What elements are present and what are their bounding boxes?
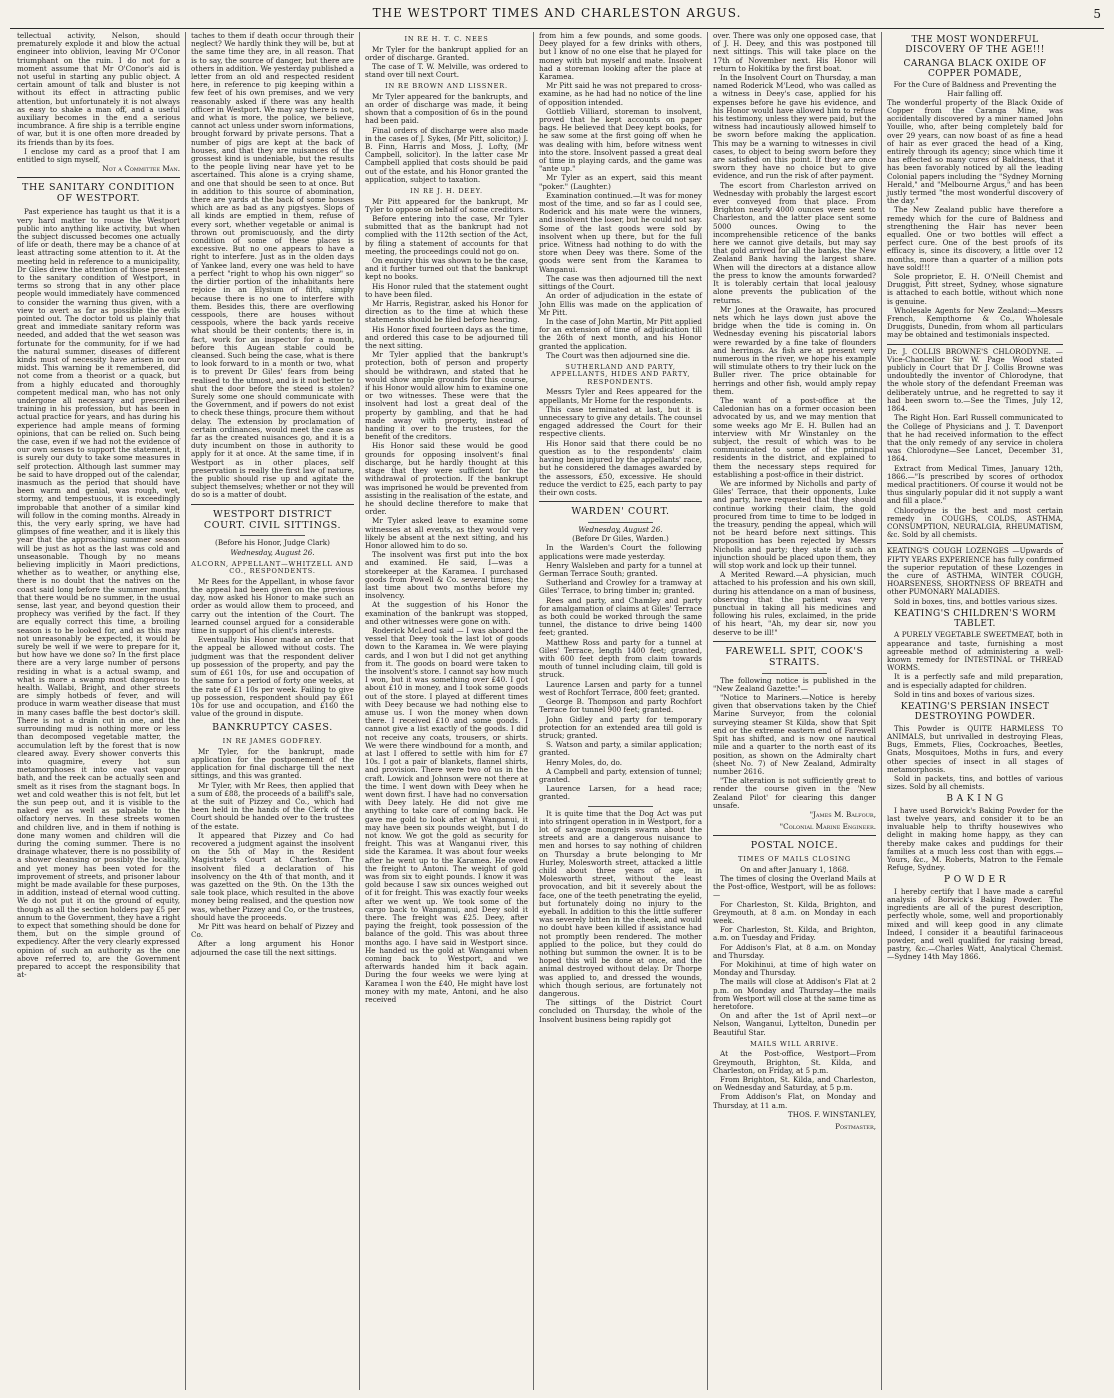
column-5 — [708, 32, 882, 1390]
ad-heading: KEATING'S PERSIAN INSECT DESTROYING POWDER. — [900, 702, 1050, 723]
ad-text: The New Zealand public have therefore a remedy which for the cure of Baldness and strengthening the Hair has never been equalled. One or two bottles will effect a perfect cure. One of the best proofs of its efficacy is, since its discovery, a little over 12 months, more than a quarter of a million pots have sold!!! — [887, 205, 1063, 272]
article-heading-postal-notice: POSTAL NOICE. — [750, 840, 839, 852]
case-text: After a long argument his Honor adjourned the case till the next sittings. — [191, 939, 354, 957]
case-text: Mr Rees for the Appellant, in whose favor the appeal had been given on the previous day, now asked his Honor to make such an order as would allow them to proceed, and carry out the intention of the Court. The learned counsel argued for a considerable time in support of his client's interests. — [191, 576, 354, 636]
masthead-title: THE WESTPORT TIMES AND CHARLESTON ARGUS. — [372, 6, 742, 20]
case-heading: SUTHERLAND AND PARTY, APPELLANTS, HIDES AND PARTY, RESPONDENTS. — [550, 362, 691, 386]
column-4 — [534, 32, 708, 1390]
ad-text: Dr. J. COLLIS BROWNE'S CHLORODYNE. — Vice-Chancellor Sir W. Page Wood stated publicly in Court that Dr J. Collis Browne was undoubtedly the inventor of Chlorodyne, that the whole story of the defendant Freeman was deliberately untrue, and he regretted to say it had been sworn to.—See the Times, July 12, 1864. — [887, 346, 1063, 414]
case-text: His Honor said that there could be no question as to the respondents' claim having been injured by the appellants' race, but he considered the damages awarded by the assessors, £50, excessive. He should reduce the verdict to £25, each party to pay their own costs. — [539, 438, 702, 497]
ad-heading: CARANGA BLACK OXIDE OF COPPER POMADE, — [903, 58, 1047, 80]
case-text: Mr Tyler appeared for the bankrupts, and an order of discharge was made, it being shown that a composition of 6s in the pound had been paid. — [365, 91, 528, 126]
postal-subheading: TIMES OF MAILS CLOSING — [738, 855, 851, 864]
ad-text: This Powder is QUITE HARMLESS TO ANIMALS, but unrivalled in destroying Fleas, Bugs, Emmets, Flies, Cockroaches, Beetles, Gnats, Mosquitoes, Moths in furs, and every other species of insect in all stages of metamorphosis. — [887, 723, 1063, 774]
postal-text: From Brighton, St. Kilda, and Charleston, on Wednesday and Saturday, at 5 p.m. — [713, 1074, 876, 1093]
masthead — [10, 6, 1104, 29]
notice-signature-title: "Colonial Marine Engineer. — [779, 822, 876, 832]
ad-heading: B A K I N G — [946, 794, 1004, 805]
case-text: Eventually his Honor made an order that the appeal be allowed without costs. The judgment was that the respondent deliver up possession of the property, and pay the sum of £61 10s, for use and occupation of the same for a period of forty one weeks, at the rate of £1 10s per week. Failing to give up possession, respondent should pay £61 10s for use and occupation, and £160 the value of the ground in dispute. — [191, 635, 354, 719]
letter-text: tellectual activity, Nelson, should prematurely explode it and blow the actual engineer into oblivion, leaving Mr O'Conor triumphant on the ruin. I do not for a moment assume that Mr O'Conor's aid is not useful in starting any public object. A certain amount of talk and bluster is not without its effect in attracting public attention, but unfortunately it is not always as easy to shake a man off, and a useful auxiliary becomes in the end a serious incumbrance. A fire ship is a terrible engine of war, but it is one often more dreaded by its friends than by its foes. — [17, 32, 180, 147]
case-heading: IN RE BROWN AND LISSNER. — [385, 82, 508, 91]
case-text: Laurence Larsen, for a head race; granted. — [539, 784, 702, 802]
postal-date: On and after January 1, 1868. — [740, 864, 849, 874]
news-item: We are informed by Nicholls and party of Giles' Terrace, that their opponents, Luke and party, have requested that they should continue working their claim, the gold procured from time to time to be lodged in the treasury, pending the appeal, which will not be heard before next sittings. This proposition has been rejected by Messrs Nicholls and party; they state if such an injunction should be placed upon them, they will stop work and lock up their tunnel. — [713, 478, 876, 570]
ad-text: Extract from Medical Times, January 12th, 1866.—"Is prescribed by scores of orthodox medical practitioners. Of course it would not be thus singularly popular did it not supply a want and fill a place." — [887, 463, 1063, 506]
case-text: Mr Harris, Registrar, asked his Honor for direction as to the time at which these statements should be filed before hearing. — [365, 299, 528, 325]
ad-text: Chlorodyne is the best and most certain remedy in COUGHS, COLDS, ASTHMA, CONSUMPTION, NEURALGIA, RHEUMATISM, &c. Sold by all chemists. — [887, 505, 1063, 540]
notice-signature: "James M. Balfour, — [809, 809, 876, 819]
case-text: His Honor said these would be good grounds for opposing insolvent's final discharge, but he hardly thought at this stage that they were sufficient for the withdrawal of protection. If the bankrupt was imprisoned he would be prevented from assisting in the realisation of the estate, and he should decline therefore to make that order. — [365, 441, 528, 517]
case-text: The case of T. W. Melville, was ordered to stand over till next Court. — [365, 61, 528, 80]
case-text: Examination continued.—It was for money most of the time, and so far as I could see, Roderick and his mate were the winners, and insolvent the loser, but he could not say. Some of the last goods were sold by insolvent when up there, but for the full price. Witness had nothing to do with the store when Deey was there. Some of the goods were sent from the Karamea to Wanganui. — [539, 190, 702, 274]
case-text: Mr Pitt appeared for the bankrupt, Mr Tyler to oppose on behalf of some creditors. — [365, 196, 528, 214]
case-text: On enquiry this was shown to be the case, and it further turned out that the bankrupt kept no books. — [365, 256, 528, 282]
case-heading: ALCORN, APPELLANT—WHITZELL AND CO., RESPONDENTS. — [191, 559, 354, 576]
case-text: Laurence Larsen and party for a tunnel west of Rochfort Terrace, 800 feet; granted. — [539, 679, 702, 697]
letter-signature: Not a Committee Man. — [102, 164, 180, 174]
section-heading-bankruptcy: BANKRUPTCY CASES. — [212, 722, 333, 734]
article-heading-warden-court: WARDEN' COURT. — [571, 506, 670, 518]
divider — [762, 673, 827, 674]
article-body: Past experience has taught us that it is a very hard matter to rouse the Westport public into anything like activity, but when the subject discussed becomes one actually of life or death, there may be a chance of at least attracting some attention to it. At the meeting held in reference to a municipality, Dr Giles drew the attention of those present to the sanitary condition of Westport, in terms so strong that in any other place people would immediately have commenced to consider the warning thus given, with a view to avert as far as possible the evils pointed out. The doctor told us plainly that great and immediate sanitary reform was needed, and added that the wet season was fortunate for the community, for if we had the natural summer, diseases of different kinds must of necessity have arisen in our midst. This warning be it remembered, did not come from a theorist or a quack, but from a highly educated and thoroughly competent medical man, who has not only undergone all necessary and prescribed training in his profession, but has been in actual practice for years, and has during his experience had ample means of forming opinions, that can be relied on. Such being the case, even if we had not the evidence of our own senses to support the statement, it is surely our duty to take some measures in self protection. Although last summer may be said to have dropped out of the calendar, inasmuch as the period that should have been warm and genial, was rough, wet, stormy, and tempestuous, it is exceedingly improbable that another of a similar kind will follow in the coming months. Already in this, the very early spring, we have had glimpses of fine weather, and it is likely this year that the approaching summer season will be just as hot as the last was cold and unseasonable. Though by no means believing implicitly in Maori predictions, whether as to weather, or anything else, there is no doubt that the natives on the coast said long before the summer months, that there would be no summer, in the usual sense, last year, and beyond question their prophecy was verified by the fact. If they are equally correct this time, a broiling season is to be looked for, and as this may not unreasonably be expected, it would be surely be well if we were to prepare for it, but how have we done so? In the first place there are a very large number of persons residing in what is a actual swamp, and what is more a swamp most dangerous to health. Wallabi, Bright, and other streets are simply hotbeds of fever, and will produce in warm weather disease that must in many cases baffle the best doctor's skill. There is not a drain cut in one, and the surrounding mud is nothing more or less than decomposed vegetable matter, the accumulation left by the forest that is now cleared away. Every shower converts this into quagmire, every hot sun metamorphoses it into one vast vapour bath, and the reek can be actually seen and smelt as it rises from the stagnant bogs. In wet and cold weather this is not felt, but let the sun peep out, and it is visible to the naked eye as well as palpable to the olfactory nerves. In these streets women and children live, and in them if nothing is done many women and children will die during the coming summer. There is no drainage whatever, there is no possibility of a shower cleansing or possibly the locality, and yet money has been voted for the improvement of streets, and prisoner labour might be made available for these purposes, in addition, instead of eternal wood cutting. We do not put it on the ground of equity, though as all the section holders pay £5 per annum to the Government, they have a right to expect that something should be done for them, but on the simple ground of expediency. After the very clearly expressed opinion of such an authority as the one above referred to, are the Government prepared to accept the responsibility that at- — [17, 207, 180, 980]
court-before: (Before his Honor, Judge Clark) — [215, 538, 330, 548]
court-date: Wednesday, August 26. — [230, 547, 315, 557]
postal-text: From Addison's Flat, on Monday and Thursday, at 11 a.m. — [713, 1092, 876, 1110]
divider — [588, 522, 653, 523]
news-item: The sittings of the District Court concluded on Thursday, the whole of the Insolvent business being rapidly got — [539, 998, 702, 1024]
divider — [588, 806, 653, 807]
ad-text: Sold in packets, tins, and bottles of various sizes. Sold by all chemists. — [887, 773, 1063, 792]
ad-text: Sole proprietor, E. H. O'Neill Chemist and Druggist, Pitt street, Sydney, whose signature is attached to each bottle, without which none is genuine. — [887, 272, 1063, 306]
article-heading-sanitary: THE SANITARY CONDITION OF WESTPORT. — [22, 182, 175, 205]
postal-subheading: MAILS WILL ARRIVE. — [750, 1039, 839, 1048]
postal-text: The times of closing the Overland Mails at the Post-office, Westport, will be as follows:— — [713, 873, 876, 900]
postal-text: For Charleston, St. Kilda, and Brighton, a.m. on Tuesday and Friday. — [713, 925, 876, 943]
case-heading: IN RE JAMES GODFREY. — [222, 737, 323, 746]
case-text: Final orders of discharge were also made in the cases of J. Sykes, (Mr Pitt, solicitor,) J. B. Finn, Harris and Moss, J. Lofty, (Mr Campbell, solicitor). In the latter case Mr Campbell applied that costs should be paid out of the estate, and his Honor granted the application, subject to taxation. — [365, 125, 528, 184]
case-text: Mr Tyler, for the bankrupt, made application for the postponement of the application for final discharge till the next sittings, and this was granted. — [191, 746, 354, 781]
news-item: Mr Jones at the Orawaite, has procured nets which he lays down just above the bridge when the tide is coming in. On Wednesday evening his piscatorial labors were rewarded by a fine take of flounders and herrings. As fish are at present very numerous in the river, we hope his example will stimulate others to try their luck on the Buller river. The price obtainable for herrings and other fish, would amply repay them. — [713, 304, 876, 396]
ad-heading: P O W D E R — [944, 875, 1006, 886]
letter-closing: I enclose my card as a proof that I am entitled to sign myself, — [17, 146, 180, 165]
case-text: John Gidley and party for temporary protection for an extended area till gold is struck; granted. — [539, 714, 702, 740]
news-item: It is quite time that the Dog Act was put into stringent operation in in Westport, for a lot of savage mongrels swarm about the streets and are a dangerous nuisance to men and horses to say nothing of children on Thursday a brute belonging to Mr Hurley, Molesworth street, attacked a little child about three years of age, in Molesworth street, without the least provocation, and bit it severely about the face, one of the teeth penetrating the eyelid, but fortunately doing no injury to the eyeball. In addition to this the little sufferer was severely bitten in the cheek, and would no doubt have been killed if assistance had not promptly been rendered. The mother applied to the police, but they could do nothing but summon the owner. It is to be hoped this will be done at once, and the animal destroyed without delay. Dr Thorpe was applied to, and dressed the wounds, which though serious, are fortunately not dangerous. — [539, 808, 702, 998]
postal-text: For Mokihinui, at time of high water on Monday and Thursday. — [713, 960, 876, 978]
divider — [713, 835, 876, 836]
ad-text: Wholesale Agents for New Zealand:—Messrs French, Kempthorne & Co., Wholesale Druggists, Dunedin, from whom all particulars may be obtained and testimonials inspected. — [887, 305, 1063, 340]
case-text: from him a few pounds, and some goods. Deey played for a few drinks with others, but I know of no one else that he played for money with but myself and mate. Insolvent had a storeman looking after the place at Karamea. — [539, 32, 702, 82]
ad-heading: THE MOST WONDERFUL DISCOVERY OF THE AGE!!! — [905, 35, 1045, 56]
case-text: Mr Tyler, with Mr Rees, then applied that a sum of £88, the proceeds of a bailiff's sale, at the suit of Pizzey and Co., which had been held in the hands of the Clerk of the Court should be handed over to the trustees of the estate. — [191, 780, 354, 831]
case-text: This case terminated at last, but it is unnecessary to give any details. The counsel engaged addressed the Court for their respective clients. — [539, 404, 702, 439]
case-text: The Court was then adjourned sine die. — [546, 350, 690, 360]
case-text: S. Watson and party, a similar application; granted. — [539, 740, 702, 758]
notice-text: "The alteration is not sufficiently great to render the course given in the 'New Zealand Pilot' for clearing this danger unsafe. — [713, 776, 876, 810]
case-text: Gottlieb Villiard, storeman to insolvent, proved that he kept accounts on paper bags. He believed that Deey kept books, for he saw some at the first going off when he was dealing with him, before witness went into the store. Insolvent passed a great deal of time in playing cards, and the game was "ante up." — [539, 106, 702, 174]
postal-text: At the Post-office, Westport—From Greymouth, Brighton, St. Kilda, and Charleston, on Friday, at 5 p.m. — [713, 1049, 876, 1075]
case-text: His Honor ruled that the statement ought to have been filed. — [365, 281, 528, 299]
case-text: Henry Walsleben and party for a tunnel at German Terrace South; granted. — [539, 560, 702, 579]
ad-text: Sold in boxes, tins, and bottles various sizes. — [894, 596, 1058, 606]
postal-text: On and after the 1st of April next—or Nelson, Wanganui, Lyttelton, Dunedin per Beautiful Star. — [713, 1011, 876, 1037]
case-heading: IN RE H. T. C. NEES — [404, 35, 489, 43]
case-text: In the case of John Martin, Mr Pitt applied for an extension of time of adjudication till the 26th of next month, and his Honor granted the application. — [539, 316, 702, 351]
case-text: An order of adjudication in the estate of John Ellis was made on the application of Mr Pitt. — [539, 291, 702, 317]
case-text: At the suggestion of his Honor the examination of the bankrupt was stopped, and other witnesses were gone on with. — [365, 600, 528, 626]
case-text: A Campbell and party, extension of tunnel; granted. — [539, 766, 702, 784]
divider — [240, 535, 305, 536]
case-text: It appeared that Pizzey and Co had recovered a judgment against the insolvent on the 5th of May in the Resident Magistrate's Court at Charleston. The insolvent filed a declaration of his insolvency on the 4th of that month, and it was gazetted on the 9th. On the 13th the sale took place, which resulted in the above money being realised, and the question now was, whether Pizzey and Co, or the trustees, should have the proceeds. — [191, 830, 354, 922]
divider — [887, 543, 1063, 544]
case-text: Roderick McLeod said — I was aboard the vessel that Deey took the last lot of goods down to the Karamea in. We were playing cards, and I won but I did not get anything from it. The goods on board were taken to the insolvent's store. I cannot say how much I won, but it was something over £40. I got about £10 in money, and I took some goods out of the store. I played at different times with Deey because we had nothing else to amuse us. I won the money when down there. I received £10 and some goods. I cannot give a list exactly of the goods. I did not receive any coats, trousers, or shirts. We were there windbound for a month, and at last I offered to settle with him for £7 10s. I got a pair of blankets, flannel shirts, and provision. There were two of us in the craft. Lowick and Johnson were not there at the time. I went down with Deey when he went down first. I have had no conversation with Deey lately. He did not give me anything to take care of coming back. He gave me gold to look after at Wanganui, it may have been six pounds weight, but I do not know. We got the gold as security for freight. This was at Wanganui river, this side the Karamea. It was about four weeks after he went up to the Karamea. He owed the freight to Antoni. The weight of gold was from six to eight pounds. I know it was gold because I saw six ounces weighed out of it for freight. This was exactly four weeks after we went up. We took some of the cargo back to Wanganui, and Deey sold it there. The freight was £25. Deey, after paying the freight, took possession of the balance of the gold. This was about three months ago. I have said in Westport since. He handed us the gold at Wanganui when coming back to Westport, and we afterwards handed him it back again. During the four weeks we were lying at Karamea I won the £40, He might have lost money with my mate, Antoni, and he also received — [365, 625, 528, 1005]
columns — [12, 32, 1104, 1390]
ad-text: I have used Borwick's Baking Powder for the last twelve years, and consider it to be an invaluable help to thrifty housewives who delight in making home happy, as they can thereby make cakes and puddings for their families at a much less cost than with eggs.—Yours, &c., M. Roberts, Matron to the Female Refuge, Sydney. — [887, 805, 1063, 873]
divider — [887, 344, 1063, 345]
ad-heading: KEATING'S CHILDREN'S WORM TABLET. — [893, 608, 1057, 630]
notice-text: "Notice to Mariners.—Notice is hereby given that observations taken by the Chief Marine Surveyor, from the colonial surveying steamer St Kilda, show that Spit end or the extreme eastern end of Farewell Spit has shifted, and is now one nautical mile and a quarter to the north east of its position, as shown on the Admiralty chart (sheet No. 7) of New Zealand, Admiralty number 2616. — [713, 693, 876, 776]
news-item: In the Insolvent Court on Thursday, a man named Roderick M'Leod, who was called as a witness in Deey's case, applied for his expenses before he gave his evidence, and his Honor would have allowed him to refuse his testimony, unless they were paid, but the witness had incautiously allowed himself to be sworn before making the application. This may be a warning to witnesses in civil cases, to object to being sworn before they are satisfied on this point. If they are once sworn they have no choice but to give evidence, and run the risk of after payment. — [713, 73, 876, 181]
divider — [17, 177, 180, 178]
news-item: A Merited Reward.—A physician, much attached to his profession and his own skill, during his attendance on a man of business, observing that the patient was very punctual in taking all his medicines and following his rules, exclaimed, in the pride of his heart, "Ah, my dear sir, now you deserve to be ill!" — [713, 570, 876, 637]
case-text: Mr Pitt was heard on behalf of Pizzey and Co. — [191, 922, 354, 940]
ad-text: The Right Hon. Earl Russell communicated to the College of Physicians and J. T. Davenport that he had received information to the effect that the only remedy of any service in cholera was Chlorodyne—See Lancet, December 31, 1864. — [887, 413, 1063, 464]
divider — [713, 641, 876, 642]
news-item: over. There was only one opposed case, that of J. H. Deey, and this was postponed till next sittings. This will take place on the 17th of November next. His Honor will return to Hokitika by the first boat. — [713, 32, 876, 73]
case-heading: IN RE J. H. DEEY. — [410, 187, 483, 196]
article-heading-farewell-spit: FAREWELL SPIT, COOK'S STRAITS. — [725, 645, 864, 668]
case-text: The insolvent was first put into the box and examined. He said, I—was a storekeeper at the Karamea. I purchased goods from Powell & Co. several times; the last time about two months before my insolvency. — [365, 550, 528, 601]
court-before: (Before Dr Giles, Warden.) — [572, 534, 669, 544]
ad-text: The wonderful property of the Black Oxide of Copper from the Caranga Mine, was accidentally discovered by a miner named John Youille, who, after being completely bald for over 29 years, can now boast of as fine a head of hair as ever graced the head of a King, entirely through its agency; since which time it has effected so many cures of Baldness, that it has been favorably noticed by all the leading Colonial papers including the "Sydney Morning Herald," and "Melbourne Argus," and has been justly termed "the most wonderful discovery of the day." — [887, 97, 1063, 206]
column-3 — [360, 32, 534, 1390]
case-text: Mr Tyler asked leave to examine some witnesses at all events, as they would very likely be absent at the next sitting, and his Honor allowed him to do so. — [365, 516, 528, 550]
case-text: The case was then adjourned till the next sittings of the Court. — [539, 273, 702, 292]
postmaster-signature: THOS. F. WINSTANLEY, — [787, 1109, 876, 1119]
ad-text: A PURELY VEGETABLE SWEETMEAT, both in appearance and taste, furnishing a most agreeable method of administering a well-known remedy for INTESTINAL or THREAD WORMS. — [887, 630, 1063, 673]
case-text: In the Warden's Court the following applications were made yesterday. — [539, 543, 702, 561]
ad-text: I hereby certify that I have made a careful analysis of Borwick's Baking Powder. The ingredients are all of the purest description, perfectly whole, some, well and proportionably mixed and will keep good in any climate Indeed, I consider it a beautiful farinaceous powder, and well qualified for raising bread, pastry, &c.—Charles Watt, Analytical Chemist.—Sydney 14th May 1866. — [887, 886, 1063, 962]
case-text: George B. Thompson and party Rochfort Terrace for tunnel 900 feet; granted. — [539, 697, 702, 715]
notice-text: The following notice is published in the "New Zealand Gazette:"— — [713, 675, 876, 693]
case-text: His Honor fixed fourteen days as the time, and ordered this case to be adjourned till the next sitting. — [365, 324, 528, 351]
case-text: Henry Moles, do, do. — [546, 757, 623, 767]
column-6-advertisements — [882, 32, 1068, 1390]
case-text: Mr Pitt said he was not prepared to cross-examine, as he had had no notice of the line of opposition intended. — [539, 81, 702, 107]
postal-text: The mails will close at Addison's Flat at 2 p.m. on Monday and Thursday—the mails from Westport will close at the same time as heretofore. — [713, 977, 876, 1012]
news-item: The escort from Charleston arrived on Wednesday with probably the largest escort ever conveyed from that place. From Brighton nearly 4000 ounces were sent to Charleston, and the latter place sent some 5000 ounces. Owing to the incomprehensible reticence of the banks here we cannot give details, but may say that gold arrived for all the banks, the New Zealand Bank having the largest share. When will the directors at a distance allow the press to know the amounts forwarded? It is tolerably certain that local jealousy alone prevents the publication of the returns. — [713, 180, 876, 305]
news-item: The want of a post-office at the Caledonian has on a former occasion been advocated by us, and we may mention that some weeks ago Mr E. H. Bullen had an interview with Mr Winstanley on the subject, the result of which was to be communicated to some of the principal residents in the district, and explained to them the necessary steps required for establishing a post-office in their district. — [713, 395, 876, 479]
ad-text: Sold in tins and boxes of various sizes. — [894, 689, 1035, 699]
page-number: 5 — [1093, 7, 1102, 21]
article-heading-district-court: WESTPORT DISTRICT COURT. CIVIL SITTINGS. — [203, 508, 342, 531]
postmaster-title: Postmaster, — [835, 1121, 876, 1131]
case-text: Matthew Ross and party for a tunnel at Giles' Terrace, length 1400 feet; granted, with 600 feet depth from claim towards mouth of tunnel including claim, till gold is struck. — [539, 637, 702, 680]
case-text: Before entering into the case, Mr Tyler submitted that as the bankrupt had not complied with the 112th section of the Act, by filing a statement of accounts for that meeting, the proceedings could not go on. — [365, 214, 528, 256]
case-text: Sutherland and Crowley for a tramway at Giles' Terrace, to bring timber in; granted. — [539, 578, 702, 596]
divider — [539, 501, 702, 502]
case-text: Rees and party, and Chamley and party for amalgamation of claims at Giles' Terrace as both could be worked through the same tunnel, the distance to drive being 1400 feet; granted. — [539, 595, 702, 638]
ad-text: It is a perfectly safe and mild preparation, and is especially adapted for children. — [887, 672, 1063, 690]
case-text: Messrs Tyler and Rees appeared for the appellants, Mr Horne for the respondents. — [539, 387, 702, 405]
court-date: Wednesday, August 26. — [578, 525, 663, 535]
ad-subheading: For the Cure of Baldness and Preventing the Hair falling off. — [893, 80, 1057, 98]
ad-text: KEATING'S COUGH LOZENGES —Upwards of FIFTY YEARS EXPERIENCE has fully confirmed the superior reputation of these Lozenges in the cure of ASTHMA, WINTER COUGH, HOARSENESS, SHORTNESS OF BREATH and other PUMONARY MALADIES. — [887, 546, 1063, 597]
case-text: Mr Tyler as an expert, said this meant "poker." (Laughter.) — [539, 173, 702, 191]
case-text: Mr Tyler for the bankrupt applied for an order of discharge. Granted. — [365, 44, 528, 62]
article-body: taches to them if death occur through their neglect? We hardly think they will be, but at the same time they are, in all reason. That is to say, the source of danger, but there are others in addition. We yesterday published a letter from an old and respected resident here, in reference to pig keeping within a few feet of his own premises, and we very reasonably asked if there was any health officer in Westport. We may say there is not, and what is more, the police, we believe, cannot act unless under sworn informations, brought forward by private persons. That a number of pigs are kept at the back of houses, and that they are nuisances of the grossest kind is undeniable, but the results to the people living near have yet to be ascertained. This alone is a crying shame, and one that should be seen to at once. But in addition to this source of abomination, there are yards at the back of some houses which are as bad as any pigstyes. Slops of all kinds are emptied in them, refuse of every sort, whether vegetable or animal is thrown out promiscuously, and the dirty condition of some of these places is excessive. But no one appears to have a right to interfere. Just as in the olden days of Yankee land, every one was held to have a perfect "right to whop his own nigger" so the dirtier portion of the inhabitants here rejoice in an Elysium of filth, simply because there is no one to interfere with them. Besides this, there are overflowing cesspools, there are houses without cesspools, where the back yards receive what should be their contents; there is, in fact, work for an inspector for a month, before this Augean stable could be cleansed. Such being the case, what is there to look forward to in a month or two, what is to prevent Dr Giles' fears from being realised to the utmost, and is it not better to shut the door before the steed is stolen? Surely some one should communicate with the Government, and if powers do not exist to check these things, procure them without delay. The extension by proclamation of certain ordinances, would meet the case as far as the created nuisances go, and it is a duty incumbent on those in authority to apply for it at once. At the same time, if in Westport as in other places, self preservation is really the first law of nature, the public should rise up and agitate the subject themselves; whether or not they will do so is a matter of doubt. — [191, 32, 354, 500]
column-1 — [12, 32, 186, 1390]
case-text: Mr Tyler applied that the bankrupt's protection, both of person and property should be withdrawn, and stated that he would show ample grounds for this course, if his Honor would allow him to examine one or two witnesses. These were that the insolvent had lost a great deal of the property by gambling, and that he had made away with property, instead of handing it over to the trustees, for the benefit of the creditors. — [365, 350, 528, 442]
column-2 — [186, 32, 360, 1390]
divider — [191, 504, 354, 505]
postal-text: For Addison's Flat, at 8 a.m. on Monday and Thursday. — [713, 942, 876, 960]
postal-text: For Charleston, St. Kilda, Brighton, and Greymouth, at 8 a.m. on Monday in each week. — [713, 899, 876, 925]
